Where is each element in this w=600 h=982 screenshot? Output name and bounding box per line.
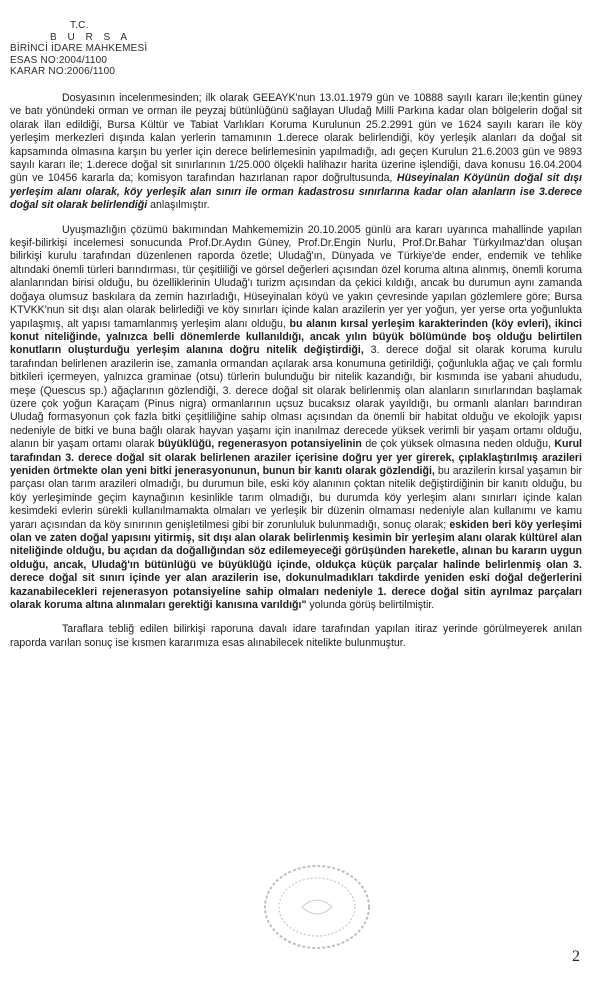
court-header bbox=[10, 20, 147, 78]
text-run-bold: büyüklüğü, regenerasyon potansiyelinin bbox=[157, 438, 362, 451]
paragraph-1 bbox=[10, 92, 582, 213]
text-run-bold: Kurul tarafından 3. derece doğal sit olarak belirlenen araziler içerisine doğru yer yer girerek, çıplaklaştırılmış arazileri yeniden örtmekte olan yeni bitki jenerasyonunun, bunun bir kanıtı olarak gözlendiği, bbox=[10, 438, 582, 477]
text-run: Dosyasının incelenmesinden; ilk olarak GEEAYK'nun 13.01.1979 gün ve 10888 sayılı kararı ile;kentin güney ve batı yönündeki orman ve orman ile peyzaj bütünlüğünü sağlayan Uludağ Milli Parkına kadar olan bölgelerin doğal sit olarak ilan edildiği, Bursa Kültür ve Tabiat Varlıkları Koruma Kurulunun 25.2.2991 gün ve 1624 sayılı kararı ile köy yerleşim merkezleri dışında kalan yerlerin tamamının 1.derece olarak belirlendiği, köy yerleşik alanları da doğal sit kapsamında olmasına karşın bu yerler için derece belirlemesinin yapılmadığı, adı geçen Kurulun 21.6.2003 gün ve 9893 sayılı kararı ile; 1.derece doğal sit sınırlarının 1/25.000 ölçekli halihazır harita üzerine işlendiği, dava konusu 16.04.2004 gün ve 10456 kararla da; komisyon tarafından hazırlanan rapor doğrultusunda, bbox=[10, 92, 582, 185]
country-label: T.C. bbox=[70, 20, 89, 31]
esas-number: ESAS NO:2004/1100 bbox=[10, 54, 108, 66]
text-run: 3. derece doğal sit olarak koruma kurulu tarafından belirlenen arazilerin ise, zamanla ormandan açılarak arsa konumuna getirildiği, çoğunlukla ağaç ve çalı formlu bitkileri içermeyen, yalnızca graminae (otsu) türlerin bulunduğu bir nitelik kazandığı, bir kısmında ise yabani ahududu, meşe (Quescus sp.) ağaçlarının gözlendiği, 3. derece doğal sit olarak belirlenmiş olan alanların sınırlarından başlamak üzere çok yoğun Karaçam (Pinus nigra) ormanlarının uçsuz bucaksız olarak yayıldığı, bu ormanlı alanları barındıran Uludağ formasyonun çok fazla bitki çeşitliliğine sahip olması açısından da önemli bir habitat olduğu ve ekolojik yapısı nedeniyle de bitki ve buna bağlı olarak hayvan yaşamı için inanılmaz derecede yüksek verimli bir yaşam ortamı olduğu, alanın bir yaşam ortamı olarak bbox=[10, 344, 582, 451]
text-run-bold-italic: Hüseyinalan Köyünün doğal sit dışı yerleşim alanı olarak, köy yerleşik alan sınırı ile orman kadastrosu sınırlarına kadar olan alanların ise 3.derece doğal sit olarak belirlendiği bbox=[10, 172, 582, 212]
court-name: BİRİNCİ İDARE MAHKEMESİ bbox=[10, 43, 148, 54]
karar-number: KARAR NO:2006/1100 bbox=[10, 66, 116, 77]
text-run: bu arazilerin kırsal yaşamın bir parçası olan tarım arazileri olmadığı, bu durumun bile, eski köy alanının çoktan nitelik değiştirdiğinin bir kanıtı olduğu, bu köy yerleşiminde geçim kaynağının kesinlikle tarım olmadığı, bu durumda köy yerleşim alanı sınırları içinde kalan kesimdeki evlerin sürekli kullanılmamakta olmaları ve yerleşik bir düzenin olmaması nedeniyle alan kullanımı ve kamu yararı açısından da köy sınırının genişletilmesi gibi bir zorunluluk bulunmadığı, sonuç olarak; bbox=[10, 464, 582, 531]
text-run: de çok yüksek olmasına neden olduğu, bbox=[361, 438, 555, 451]
text-run: Uyuşmazlığın çözümü bakımından Mahkememizin 20.10.2005 günlü ara kararı uyarınca mahallinde yapılan keşif-bilirkişi incelemesi sonucunda Prof.Dr.Aydın Güney, Prof.Dr.Engin Nurlu, Prof.Dr.Bahar Türkyılmaz'dan oluşan bilirkişi kurulu tarafından düzenlenen raporda özetle; Uludağ'ın, Dünyada ve Türkiye'de ender, endemik ve tehlike altındaki önemli türleri barındırması, tür çeşitliliği ve görsel değerleri açısından özel koruma altına alınmış, önemli koruma alanlarından birisi olduğu, bu özelliklerinin Uludağ'ı turizm açısından da çekici kıldığı, ancak bu durumun aynı zamanda doğaya olumsuz baskılara da zemin hazırladığı, Hüseyinalan köyü ve yakın çevresinde yapılan gözlemlere göre; Bursa KTVKK'nun sit dışı alan olarak belirlediği ve köy sınırları içinde kalan arazilerin yer yer yoğun, yer yerse orta yoğunlukta yapılaşmış, alt yapısı tamamlanmış yerleşim alanı olduğu, bbox=[10, 223, 582, 330]
city-label: B U R S A bbox=[50, 31, 132, 43]
text-run-bold: eskiden beri köy yerleşimi olan ve zaten doğal yapısını yitirmiş, sit dışı alan olarak belirlenmiş kesimin bir yerleşim alanı olarak kültürel alan niteliğinde olduğu, bu açıdan da doğallığından söz edilemeyeceği görüşünden hareketle, alınan bu kararın uygun olduğu, ancak, Uludağ'ın bütünlüğü ve büyüklüğü içinde, oldukça küçük parçalar halinde belirlenmiş olan 3. derece doğal sit sınırı içinde yer alan arazilerin ise, dokunulmadıkları takdirde yeniden eski doğal değerlerini kazanabilecekleri rejenerasyon potansiyeline sahip olmaları nedeniyle 1. derece doğal sitin ayrılmaz parçaları olarak koruma altına alınmaları gerektiği kanısına varıldığı" bbox=[10, 518, 582, 612]
paragraph-3 bbox=[10, 623, 582, 650]
court-seal-stamp bbox=[262, 863, 372, 951]
paragraph-2 bbox=[10, 224, 582, 613]
text-run: yolunda görüş belirtilmiştir. bbox=[306, 599, 435, 612]
page-number: 2 bbox=[572, 948, 580, 965]
text-run: Taraflara tebliğ edilen bilirkişi raporuna davalı idare tarafından yapılan itiraz yerinde görülmeyerek anılan raporda varılan sonuç ise kısmen kararımıza esas alınabilecek nitelikte bulunmuştur. bbox=[10, 623, 582, 649]
document-body bbox=[10, 92, 582, 650]
text-run-bold: bu alanın kırsal yerleşim karakterinden (köy evleri), ikinci konut niteliğinde, yalnızca belli dönemlerde kullanıldığı, ancak yılın büyük bölümünde boş olduğu belirtilen konutların oluşturduğu yerleşim alanına doğru nitelik değiştirdiği, bbox=[10, 317, 582, 357]
text-run: anlaşılmıştır. bbox=[147, 199, 210, 212]
